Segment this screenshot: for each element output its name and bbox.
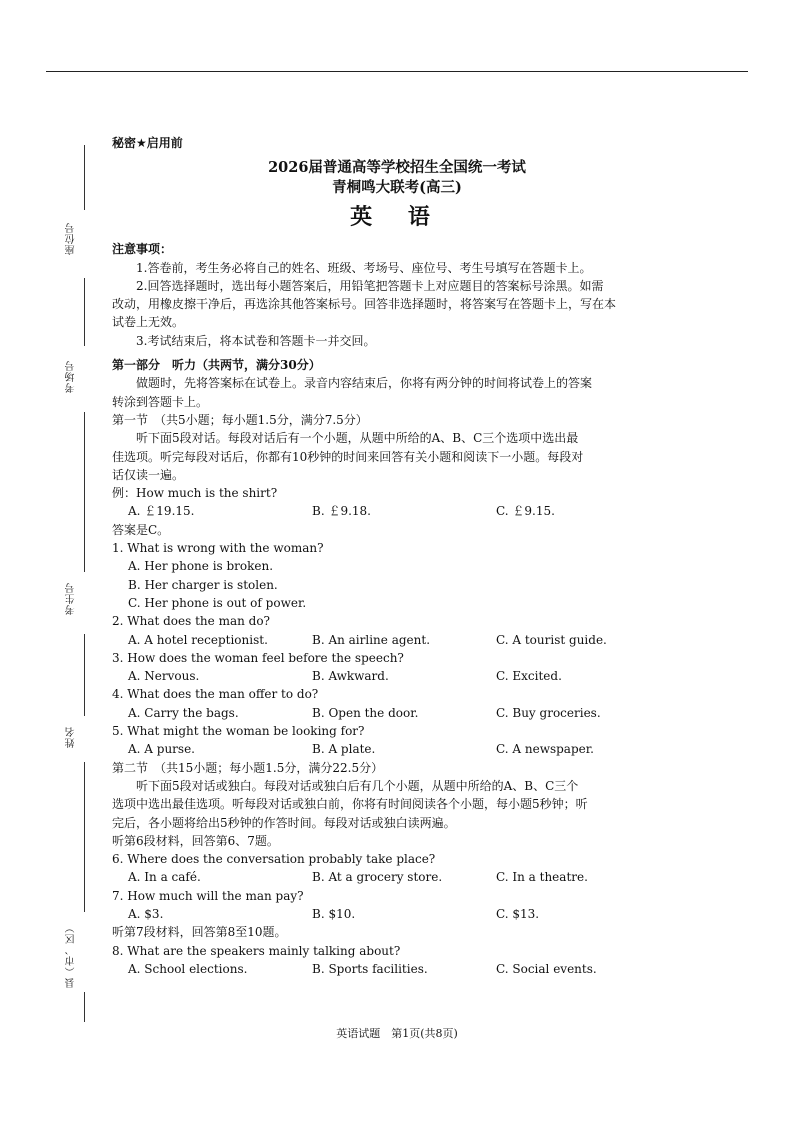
material-7-heading: 听第7段材料，回答第8至10题。 [112,925,287,940]
exam-number-label: 考生号 [66,582,77,615]
section1-instructions-cont: 佳选项。听完每段对话后，你都有10秒钟的时间来回答有关小题和阅读下一小题。每段对 [112,449,584,464]
option-c: C. Her phone is out of power. [128,595,307,610]
option-a: A. In a café. [128,870,201,885]
county-label: 县（市、区） [66,922,77,988]
margin-line [84,762,85,912]
section2-heading: 第二节 （共15小题；每小题1.5分，满分22.5分） [112,760,384,775]
option-a: A. School elections. [128,961,248,976]
margin-line [84,145,85,210]
margin-line [84,278,85,346]
example-options [112,502,682,520]
option-b: B. ￡9.18. [312,504,371,519]
question-6: 6. Where does the conversation probably take place? [112,852,436,867]
question-2: 2. What does the man do? [112,614,270,629]
material-6-heading: 听第6段材料，回答第6、7题。 [112,833,279,848]
subject-title: 英 语 [350,204,444,231]
option-a: A. ￡19.15. [128,504,195,519]
option-b: B. At a grocery store. [312,870,443,885]
question-3-options [112,667,682,685]
note-1: 1.答卷前，考生务必将自己的姓名、班级、考场号、座位号、考生号填写在答题卡上。 [136,260,592,275]
option-a: A. Her phone is broken. [128,559,274,574]
section1-heading: 第一节 （共5小题；每小题1.5分，满分7.5分） [112,412,368,427]
option-a: A. Carry the bags. [128,705,239,720]
option-c: C. Buy groceries. [496,705,601,720]
question-3: 3. How does the woman feel before the speech? [112,650,404,665]
question-5-options [112,740,682,758]
top-rule [46,71,748,72]
option-b: B. An airline agent. [312,632,431,647]
page-footer: 英语试题 第1页(共8页) [336,1027,458,1040]
example-answer: 答案是C。 [112,522,170,537]
exam-title: 2026届普通高等学校招生全国统一考试 [268,159,526,177]
section2-instructions-end: 完后，各小题将给出5秒钟的作答时间。每段对话或独白读两遍。 [112,815,456,830]
note-2b: 改动，用橡皮擦干净后，再选涂其他答案标号。回答非选择题时，将答案写在答题卡上，写在本 [112,297,617,312]
option-c: C. Excited. [496,669,562,684]
option-b: B. Awkward. [312,669,389,684]
option-a: A. A purse. [128,742,195,757]
option-b: B. A plate. [312,742,376,757]
question-1: 1. What is wrong with the woman? [112,541,324,556]
note-2c: 试卷上无效。 [112,315,185,330]
section2-instructions: 听下面5段对话或独白。每段对话或独白后有几个小题，从题中所给的A、B、C三个 [136,778,579,793]
question-5: 5. What might the woman be looking for? [112,724,365,739]
option-b: B. $10. [312,906,356,921]
margin-line [84,634,85,716]
option-c: C. A tourist guide. [496,632,607,647]
question-4-options [112,704,682,722]
part1-intro: 做题时，先将答案标在试卷上。录音内容结束后，你将有两分钟的时间将试卷上的答案 [136,376,593,391]
section1-instructions-end: 话仅读一遍。 [112,467,185,482]
option-b: B. Her charger is stolen. [128,577,278,592]
question-7: 7. How much will the man pay? [112,888,304,903]
margin-line [84,412,85,572]
note-2a: 2.回答选择题时，选出每小题答案后，用铅笔把答题卡上对应题目的答案标号涂黑。如需 [136,278,604,293]
option-a: A. A hotel receptionist. [128,632,268,647]
question-7-options [112,905,682,923]
example-question: 例：How much is the shirt? [112,486,278,501]
question-6-options [112,868,682,886]
part1-intro-cont: 转涂到答题卡上。 [112,394,209,409]
option-c: C. ￡9.15. [496,504,555,519]
secret-mark: 秘密★启用前 [112,136,183,150]
question-2-options [112,631,682,649]
margin-line [84,992,85,1022]
question-8-options [112,960,682,978]
option-b: B. Sports facilities. [312,961,428,976]
option-a: A. $3. [128,906,164,921]
option-c: C. In a theatre. [496,870,588,885]
part1-heading: 第一部分 听力（共两节，满分30分） [112,358,321,373]
seat-number-label: 座位号 [66,222,77,255]
name-label: 姓名 [66,726,77,748]
exam-subtitle: 青桐鸣大联考(高三) [332,179,462,197]
question-4: 4. What does the man offer to do? [112,687,319,702]
option-b: B. Open the door. [312,705,419,720]
option-a: A. Nervous. [128,669,200,684]
exam-room-label: 考场号 [66,360,77,393]
section2-instructions-cont: 选项中选出最佳选项。听每段对话或独白前，你将有时间阅读各个小题，每小题5秒钟；听 [112,797,588,812]
option-c: C. A newspaper. [496,742,594,757]
section1-instructions: 听下面5段对话。每段对话后有一个小题，从题中所给的A、B、C三个选项中选出最 [136,431,579,446]
page-content [112,134,682,978]
note-3: 3.考试结束后，将本试卷和答题卡一并交回。 [136,333,376,348]
option-c: C. Social events. [496,961,597,976]
notes-heading: 注意事项： [112,242,173,257]
question-8: 8. What are the speakers mainly talking about? [112,943,401,958]
option-c: C. $13. [496,906,540,921]
